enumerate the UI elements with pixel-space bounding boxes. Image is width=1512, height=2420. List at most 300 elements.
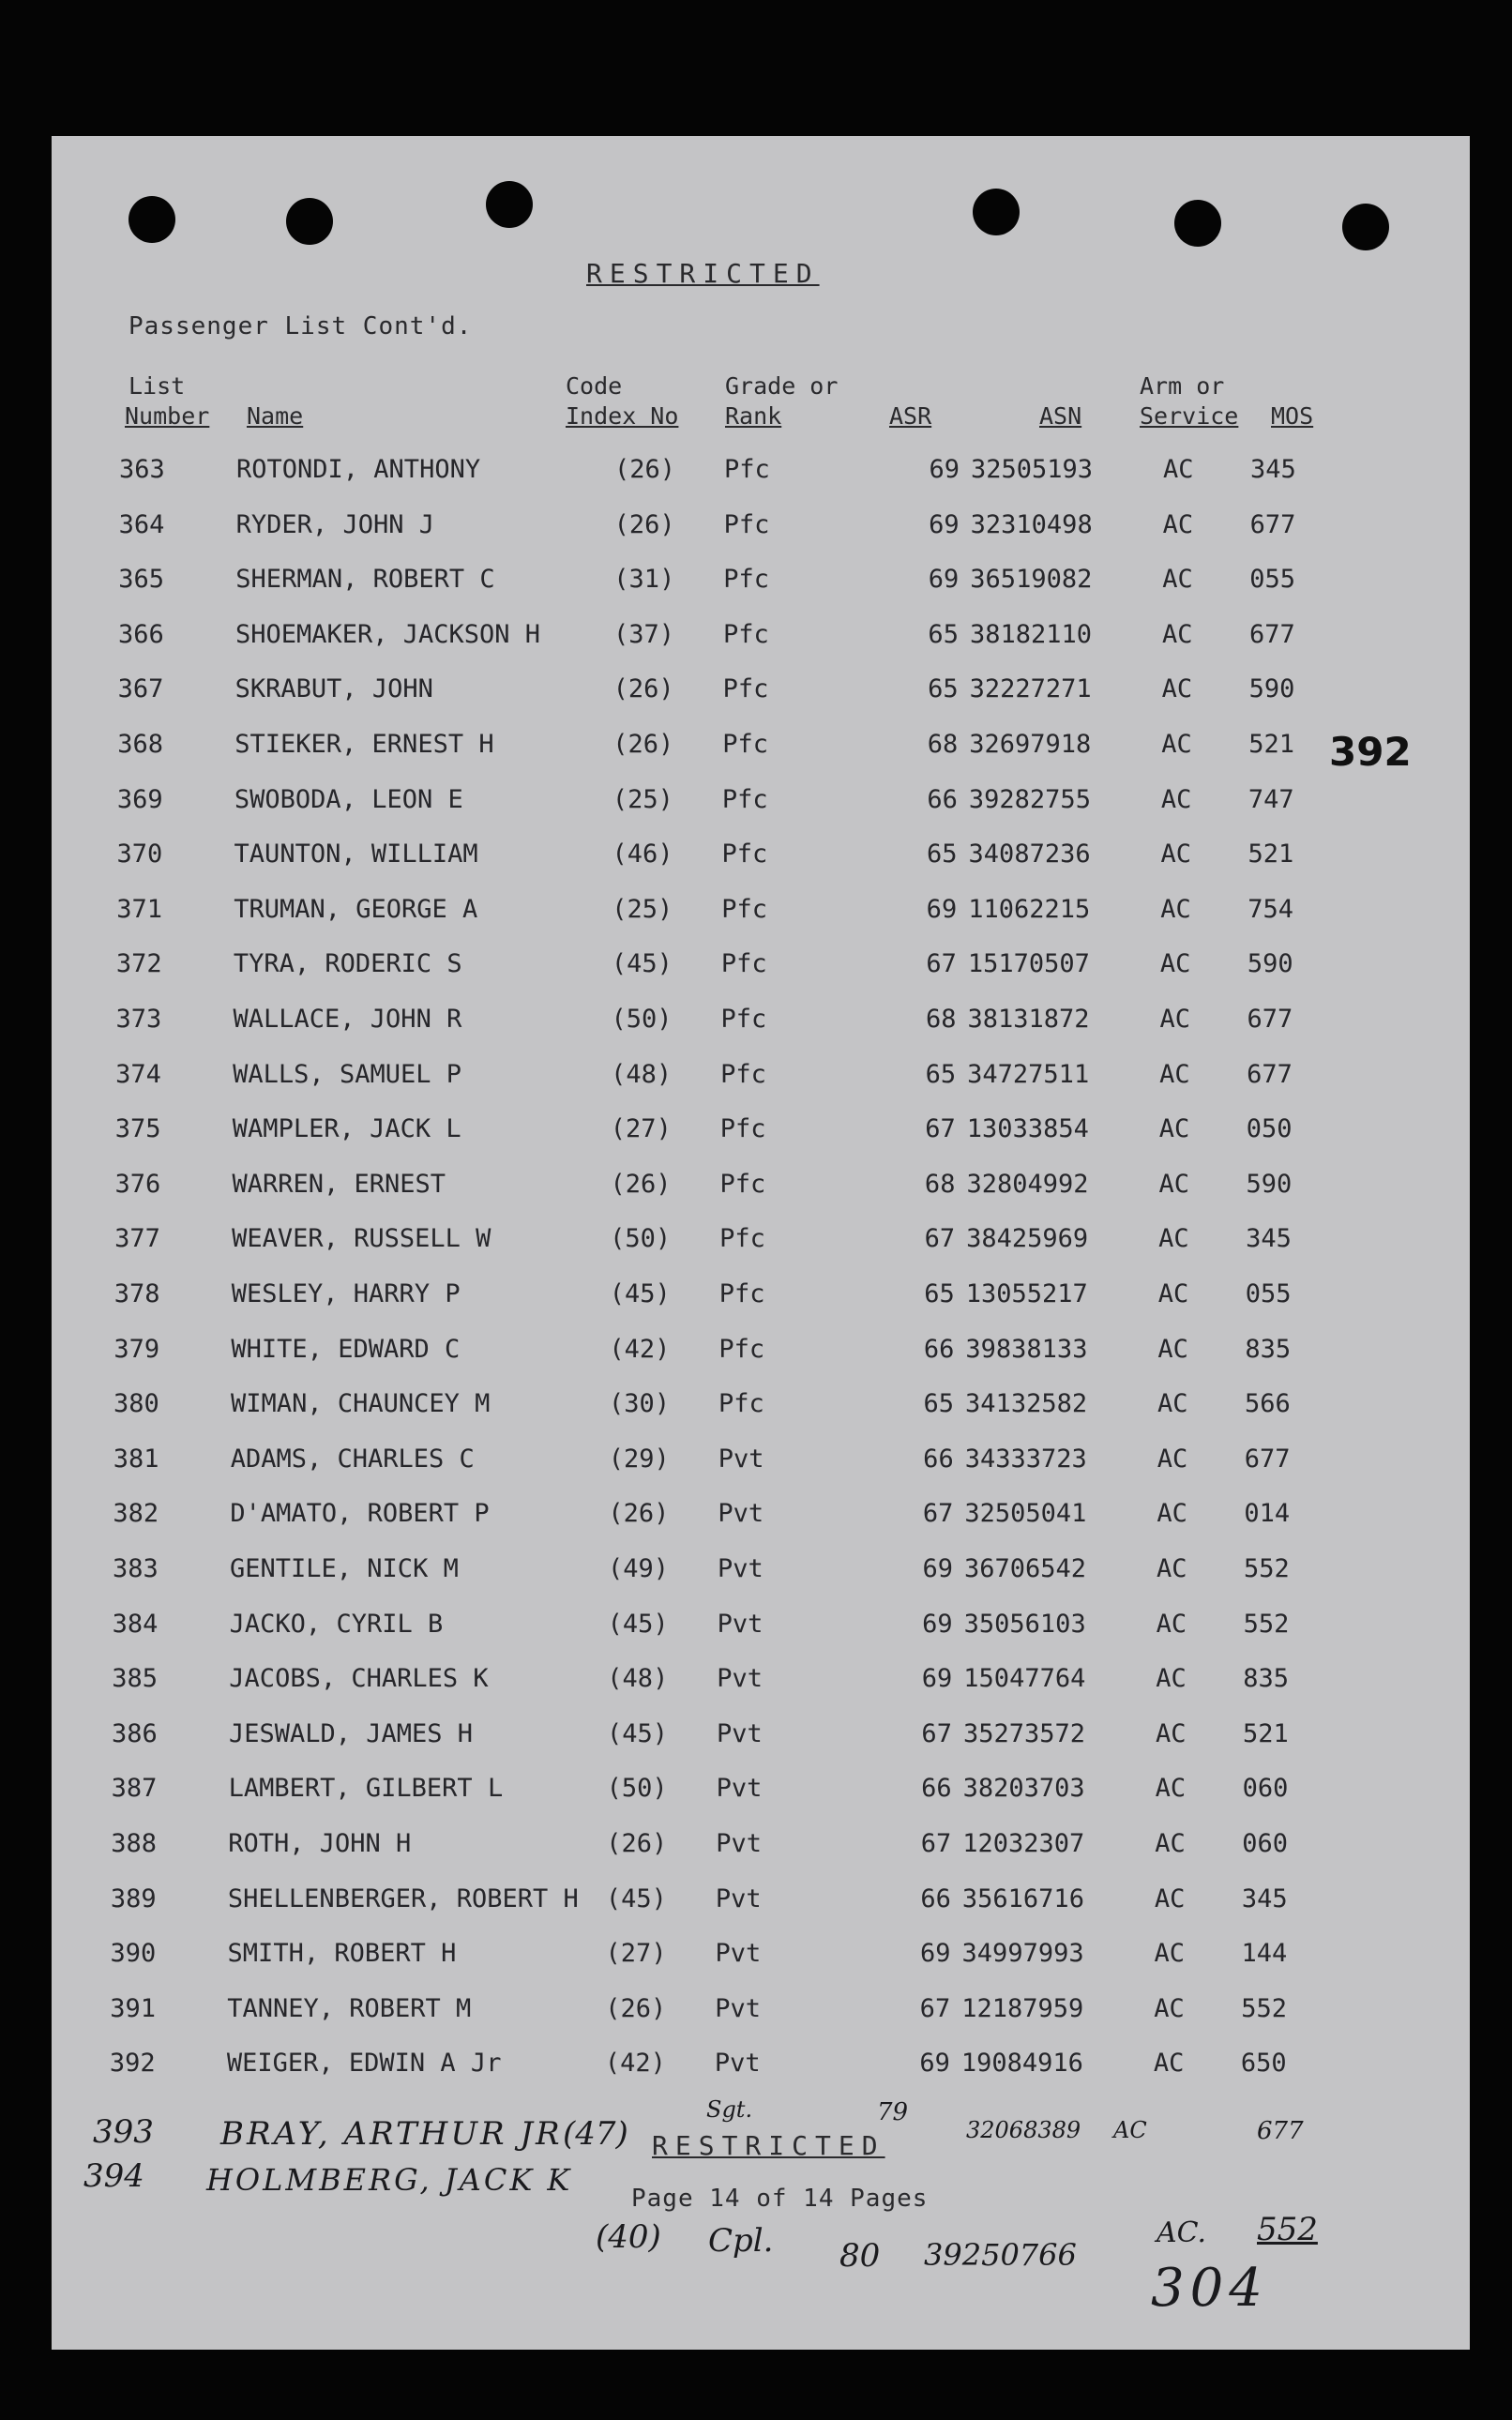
list-number-cell: 369 [116, 784, 163, 814]
asn-cell: 32227271 [969, 674, 1092, 704]
header-code-line2: Index No [566, 402, 679, 430]
asr-cell: 69 [920, 1939, 951, 1969]
list-number-cell: 372 [115, 949, 162, 979]
arm-service-cell: AC [1157, 1389, 1188, 1419]
grade-cell: Pvt [716, 1829, 763, 1858]
table-row [48, 1114, 1466, 1167]
table-row [50, 839, 1468, 892]
asr-cell: 69 [919, 2049, 950, 2079]
asn-cell: 13033854 [966, 1114, 1089, 1144]
asn-cell: 34997993 [961, 1939, 1084, 1969]
name-cell: WHITE, EDWARD C [231, 1334, 461, 1364]
mos-cell: 835 [1245, 1334, 1292, 1364]
arm-service-cell: AC [1158, 1169, 1189, 1199]
code-index-cell: (30) [609, 1389, 671, 1419]
arm-service-cell: AC [1158, 1224, 1189, 1254]
code-index-cell: (48) [611, 1059, 673, 1089]
list-number-cell: 387 [111, 1774, 158, 1804]
name-cell: D'AMATO, ROBERT P [230, 1499, 490, 1529]
grade-cell: Pvt [718, 1499, 764, 1529]
grade-cell: Pvt [715, 1883, 762, 1913]
grade-cell: Pfc [720, 1059, 766, 1089]
list-number-cell: 370 [116, 839, 163, 870]
asn-cell: 38182110 [969, 619, 1092, 649]
list-number-cell: 365 [118, 565, 165, 595]
asr-cell: 67 [922, 1499, 954, 1529]
table-row [50, 730, 1468, 782]
grade-cell: Pfc [722, 730, 769, 759]
asr-cell: 67 [920, 1829, 952, 1858]
header-list-number-line2: Number [125, 402, 210, 430]
arm-service-cell: AC [1158, 1114, 1190, 1144]
table-row [49, 1005, 1467, 1057]
asn-cell: 34727511 [967, 1059, 1090, 1089]
table-row [49, 949, 1467, 1002]
asn-cell: 15047764 [963, 1664, 1086, 1694]
code-index-cell: (42) [604, 2049, 666, 2079]
hand-name: BRAY, ARTHUR JR [220, 2115, 563, 2153]
name-cell: SHELLENBERGER, ROBERT H [227, 1883, 579, 1913]
table-row [44, 1774, 1462, 1826]
punch-hole [1342, 204, 1389, 250]
page-footer: Page 14 of 14 Pages [631, 2185, 929, 2213]
mos-cell: 345 [1246, 1224, 1292, 1254]
name-cell: SMITH, ROBERT H [227, 1939, 457, 1969]
arm-service-cell: AC [1160, 839, 1192, 870]
punch-hole [1174, 200, 1221, 247]
page-subtitle: Passenger List Cont'd. [129, 312, 473, 340]
code-index-cell: (26) [614, 455, 676, 484]
hand-arm: AC [1113, 2117, 1147, 2143]
code-index-cell: (45) [605, 1883, 667, 1913]
grade-cell: Pvt [718, 1444, 764, 1474]
grade-cell: Pfc [720, 1005, 767, 1034]
grade-cell: Pfc [720, 949, 767, 979]
grade-cell: Pfc [724, 455, 770, 484]
table-row [42, 1994, 1460, 2047]
name-cell: TAUNTON, WILLIAM [234, 839, 478, 870]
grade-cell: Pvt [718, 1554, 764, 1583]
asn-cell: 39838133 [965, 1334, 1088, 1364]
asn-cell: 19084916 [960, 2049, 1083, 2079]
table-row [46, 1444, 1464, 1497]
asn-cell: 12032307 [962, 1829, 1085, 1858]
name-cell: WARREN, ERNEST [232, 1169, 446, 1199]
arm-service-cell: AC [1159, 1005, 1191, 1034]
asn-cell: 35616716 [961, 1883, 1084, 1913]
mos-cell: 590 [1248, 674, 1295, 704]
header-arm-line2: Service [1140, 402, 1239, 430]
list-number-cell: 381 [113, 1444, 159, 1474]
arm-service-cell: AC [1155, 1829, 1186, 1858]
mos-cell: 590 [1246, 1169, 1293, 1199]
arm-service-cell: AC [1162, 509, 1194, 539]
mos-cell: 055 [1245, 1279, 1292, 1308]
hand-num: 394 [83, 2157, 144, 2195]
mos-cell: 345 [1250, 455, 1296, 484]
code-index-cell: (26) [610, 1169, 672, 1199]
header-arm-line1: Arm or [1140, 372, 1225, 400]
asr-cell: 69 [922, 1554, 953, 1583]
footer-title: RESTRICTED [652, 2130, 885, 2161]
list-number-cell: 385 [112, 1664, 159, 1694]
asr-cell: 68 [924, 1169, 956, 1199]
list-number-cell: 379 [113, 1334, 160, 1364]
mos-cell: 521 [1248, 730, 1295, 759]
asr-cell: 65 [928, 674, 959, 704]
asn-cell: 38203703 [962, 1774, 1085, 1804]
punch-hole [129, 196, 175, 243]
table-row [51, 565, 1469, 617]
table-row [45, 1499, 1463, 1551]
asn-cell: 32804992 [966, 1169, 1089, 1199]
name-cell: JESWALD, JAMES H [228, 1718, 474, 1748]
grade-cell: Pfc [718, 1279, 765, 1308]
asr-cell: 65 [927, 839, 958, 870]
asr-cell: 66 [920, 1883, 951, 1913]
mos-cell: 014 [1244, 1499, 1291, 1529]
mos-cell: 747 [1247, 784, 1294, 814]
asn-cell: 35056103 [963, 1609, 1086, 1639]
hand-mos: 552 [1257, 2211, 1318, 2248]
asn-cell: 11062215 [968, 894, 1091, 924]
name-cell: LAMBERT, GILBERT L [228, 1774, 504, 1804]
grade-cell: Pvt [717, 1664, 764, 1694]
grade-cell: Pvt [715, 1993, 761, 2023]
punch-hole [973, 189, 1020, 235]
code-index-cell: (26) [605, 1993, 667, 2023]
mos-cell: 552 [1243, 1609, 1290, 1639]
grade-cell: Pfc [719, 1114, 766, 1144]
table-row [51, 620, 1469, 673]
asn-cell: 34333723 [964, 1444, 1087, 1474]
asr-cell: 65 [928, 619, 959, 649]
asr-cell: 66 [921, 1774, 952, 1804]
arm-service-cell: AC [1162, 565, 1193, 595]
margin-number: 392 [1329, 729, 1412, 775]
list-number-cell: 368 [117, 730, 164, 759]
asr-cell: 67 [919, 1993, 951, 2023]
handwritten-total: 304 [1151, 2258, 1268, 2319]
asr-cell: 69 [926, 894, 958, 924]
grade-cell: Pfc [718, 1389, 764, 1419]
mos-cell: 050 [1246, 1114, 1293, 1144]
list-number-cell: 380 [113, 1389, 159, 1419]
asn-cell: 34087236 [968, 839, 1091, 870]
asn-cell: 32505193 [971, 455, 1094, 484]
code-index-cell: (45) [607, 1609, 669, 1639]
table-row [52, 455, 1470, 507]
hand-arm: AC. [1157, 2216, 1207, 2249]
arm-service-cell: AC [1159, 949, 1191, 979]
name-cell: WAMPLER, JACK L [232, 1114, 461, 1144]
table-row [46, 1335, 1464, 1387]
name-cell: WALLACE, JOHN R [233, 1005, 462, 1034]
code-index-cell: (45) [611, 949, 673, 979]
punch-hole [486, 181, 533, 228]
name-cell: WALLS, SAMUEL P [233, 1059, 461, 1089]
asn-cell: 39282755 [968, 784, 1091, 814]
arm-service-cell: AC [1156, 1609, 1187, 1639]
name-cell: TANNEY, ROBERT M [227, 1993, 472, 2023]
table-row [48, 1060, 1466, 1112]
name-cell: JACKO, CYRIL B [229, 1609, 444, 1639]
code-index-cell: (26) [612, 730, 674, 759]
table-row [43, 1939, 1461, 1991]
arm-service-cell: AC [1159, 1059, 1190, 1089]
list-number-cell: 375 [114, 1114, 161, 1144]
code-index-cell: (45) [606, 1718, 668, 1748]
name-cell: TRUMAN, GEORGE A [234, 894, 478, 924]
code-index-cell: (25) [612, 784, 673, 814]
name-cell: TYRA, RODERIC S [233, 949, 462, 979]
name-cell: WESLEY, HARRY P [231, 1279, 461, 1308]
code-index-cell: (48) [607, 1664, 669, 1694]
mos-cell: 677 [1248, 619, 1295, 649]
hand-code: (47) [563, 2115, 628, 2153]
asr-cell: 67 [926, 949, 957, 979]
asn-cell: 32697918 [969, 730, 1092, 759]
hand-grade: Sgt. [706, 2096, 753, 2123]
code-index-cell: (26) [612, 674, 674, 704]
table-row [49, 895, 1467, 947]
mos-cell: 677 [1247, 1059, 1293, 1089]
list-number-cell: 374 [115, 1059, 161, 1089]
mos-cell: 677 [1244, 1444, 1291, 1474]
asn-cell: 15170507 [967, 949, 1090, 979]
list-number-cell: 388 [111, 1829, 158, 1858]
table-row [51, 674, 1469, 727]
code-index-cell: (25) [612, 894, 673, 924]
hand-mos: 677 [1257, 2117, 1304, 2145]
code-index-cell: (49) [608, 1554, 670, 1583]
grade-cell: Pvt [714, 2049, 761, 2079]
code-index-cell: (31) [613, 565, 675, 595]
list-number-cell: 386 [111, 1718, 158, 1748]
name-cell: SWOBODA, LEON E [234, 784, 463, 814]
asn-cell: 35273572 [962, 1718, 1085, 1748]
grade-cell: Pfc [719, 1169, 766, 1199]
table-row [45, 1554, 1463, 1607]
table-row [47, 1224, 1465, 1277]
hand-grade: Cpl. [708, 2222, 774, 2260]
asr-cell: 67 [921, 1718, 952, 1748]
asn-cell: 12187959 [961, 1993, 1084, 2023]
grade-cell: Pfc [721, 784, 768, 814]
code-index-cell: (37) [612, 619, 674, 649]
asr-cell: 65 [923, 1389, 955, 1419]
name-cell: ROTH, JOHN H [228, 1829, 412, 1858]
arm-service-cell: AC [1155, 1774, 1187, 1804]
list-number-cell: 384 [112, 1609, 159, 1639]
list-number-cell: 378 [113, 1279, 160, 1308]
list-number-cell: 366 [117, 619, 164, 649]
name-cell: ROTONDI, ANTHONY [236, 455, 481, 484]
asr-cell: 65 [925, 1059, 957, 1089]
hand-name: HOLMBERG, JACK K [206, 2162, 573, 2198]
list-number-cell: 389 [110, 1883, 157, 1913]
grade-cell: Pvt [717, 1609, 764, 1639]
table-row [47, 1170, 1465, 1222]
code-index-cell: (26) [613, 509, 675, 539]
mos-cell: 552 [1244, 1554, 1290, 1583]
arm-service-cell: AC [1157, 1499, 1187, 1529]
list-number-cell: 391 [110, 1993, 156, 2023]
header-asn: ASN [1039, 402, 1082, 430]
asr-cell: 69 [922, 1609, 953, 1639]
asr-cell: 69 [928, 565, 960, 595]
mos-cell: 521 [1247, 839, 1294, 870]
arm-service-cell: AC [1154, 1883, 1186, 1913]
list-number-cell: 376 [114, 1169, 161, 1199]
code-index-cell: (42) [609, 1334, 671, 1364]
hand-asr: 79 [877, 2098, 909, 2126]
asr-cell: 66 [923, 1444, 954, 1474]
arm-service-cell: AC [1161, 730, 1192, 759]
grade-cell: Pfc [719, 1224, 765, 1254]
name-cell: STIEKER, ERNEST H [234, 730, 494, 759]
code-index-cell: (29) [608, 1444, 670, 1474]
name-cell: SHERMAN, ROBERT C [235, 565, 495, 595]
name-cell: WEIGER, EDWIN A Jr [226, 2049, 502, 2079]
table-row [45, 1610, 1463, 1662]
code-index-cell: (50) [610, 1224, 672, 1254]
asr-cell: 69 [921, 1664, 953, 1694]
arm-service-cell: AC [1156, 1664, 1187, 1694]
table-row [47, 1279, 1465, 1332]
list-number-cell: 363 [119, 455, 165, 484]
grade-cell: Pfc [722, 619, 769, 649]
code-index-cell: (45) [609, 1279, 671, 1308]
arm-service-cell: AC [1157, 1444, 1188, 1474]
header-name: Name [247, 402, 304, 430]
name-cell: WIMAN, CHAUNCEY M [231, 1389, 491, 1419]
code-index-cell: (26) [608, 1499, 670, 1529]
asr-cell: 65 [924, 1279, 955, 1308]
asn-cell: 36706542 [964, 1554, 1087, 1583]
list-number-cell: 392 [109, 2049, 156, 2079]
list-number-cell: 371 [116, 894, 162, 924]
hand-code: (40) [596, 2218, 661, 2256]
punch-hole [286, 198, 333, 245]
mos-cell: 345 [1241, 1883, 1288, 1913]
code-index-cell: (50) [611, 1005, 673, 1034]
mos-cell: 552 [1241, 1993, 1287, 2023]
table-row [43, 1829, 1461, 1882]
asn-cell: 32505041 [964, 1499, 1087, 1529]
mos-cell: 060 [1242, 1774, 1289, 1804]
asr-cell: 69 [929, 509, 960, 539]
mos-cell: 060 [1242, 1829, 1289, 1858]
table-row [44, 1664, 1462, 1717]
asn-cell: 32310498 [970, 509, 1093, 539]
arm-service-cell: AC [1160, 784, 1192, 814]
mos-cell: 677 [1247, 1005, 1293, 1034]
mos-cell: 144 [1241, 1939, 1288, 1969]
list-number-cell: 383 [113, 1554, 159, 1583]
name-cell: JACOBS, CHARLES K [229, 1664, 489, 1694]
grade-cell: Pvt [716, 1774, 763, 1804]
table-row [46, 1389, 1464, 1442]
arm-service-cell: AC [1155, 1718, 1187, 1748]
header-asr: ASR [889, 402, 932, 430]
arm-service-cell: AC [1154, 1939, 1186, 1969]
arm-service-cell: AC [1161, 619, 1193, 649]
table-row [42, 2049, 1460, 2101]
table-row [43, 1884, 1461, 1937]
asr-cell: 69 [929, 455, 960, 484]
code-index-cell: (27) [605, 1939, 667, 1969]
asn-cell: 38425969 [966, 1224, 1089, 1254]
list-number-cell: 367 [117, 674, 164, 704]
table-row [44, 1719, 1462, 1772]
code-index-cell: (46) [612, 839, 673, 870]
arm-service-cell: AC [1154, 1993, 1185, 2023]
mos-cell: 754 [1247, 894, 1293, 924]
grade-cell: Pvt [716, 1718, 763, 1748]
list-number-cell: 390 [110, 1939, 157, 1969]
asn-cell: 13055217 [965, 1279, 1088, 1308]
asn-cell: 38131872 [967, 1005, 1090, 1034]
grade-cell: Pvt [715, 1939, 762, 1969]
arm-service-cell: AC [1160, 894, 1191, 924]
mos-cell: 566 [1245, 1389, 1291, 1419]
arm-service-cell: AC [1157, 1554, 1187, 1583]
asr-cell: 66 [923, 1334, 955, 1364]
arm-service-cell: AC [1153, 2049, 1185, 2079]
asn-cell: 36519082 [970, 565, 1093, 595]
name-cell: GENTILE, NICK M [230, 1554, 459, 1583]
header-list-number-line1: List [129, 372, 186, 400]
header-mos: MOS [1271, 402, 1314, 430]
asn-cell: 34132582 [965, 1389, 1088, 1419]
header-code-line1: Code [566, 372, 623, 400]
arm-service-cell: AC [1157, 1279, 1189, 1308]
code-index-cell: (26) [606, 1829, 668, 1858]
grade-cell: Pfc [721, 839, 768, 870]
name-cell: SKRABUT, JOHN [234, 674, 433, 704]
mos-cell: 521 [1242, 1718, 1289, 1748]
page-title: RESTRICTED [586, 258, 820, 289]
asr-cell: 66 [927, 784, 958, 814]
header-grade-line2: Rank [725, 402, 782, 430]
table-row [50, 785, 1468, 838]
mos-cell: 055 [1249, 565, 1296, 595]
mos-cell: 650 [1240, 2049, 1287, 2079]
name-cell: WEAVER, RUSSELL W [232, 1224, 491, 1254]
hand-asn: 39250766 [924, 2237, 1077, 2273]
asr-cell: 68 [925, 1005, 957, 1034]
asr-cell: 68 [927, 730, 959, 759]
table-row [52, 510, 1470, 563]
asr-cell: 67 [924, 1224, 956, 1254]
list-number-cell: 373 [115, 1005, 162, 1034]
mos-cell: 835 [1243, 1664, 1290, 1694]
list-number-cell: 382 [113, 1499, 159, 1529]
header-grade-line1: Grade or [725, 372, 839, 400]
grade-cell: Pfc [723, 565, 770, 595]
name-cell: ADAMS, CHARLES C [230, 1444, 475, 1474]
list-number-cell: 377 [114, 1224, 160, 1254]
hand-num: 393 [93, 2113, 154, 2151]
arm-service-cell: AC [1163, 455, 1194, 484]
grade-cell: Pfc [718, 1334, 765, 1364]
name-cell: SHOEMAKER, JACKSON H [234, 619, 541, 649]
hand-asr: 80 [839, 2237, 881, 2275]
grade-cell: Pfc [723, 509, 770, 539]
list-number-cell: 364 [118, 509, 165, 539]
mos-cell: 677 [1249, 509, 1296, 539]
